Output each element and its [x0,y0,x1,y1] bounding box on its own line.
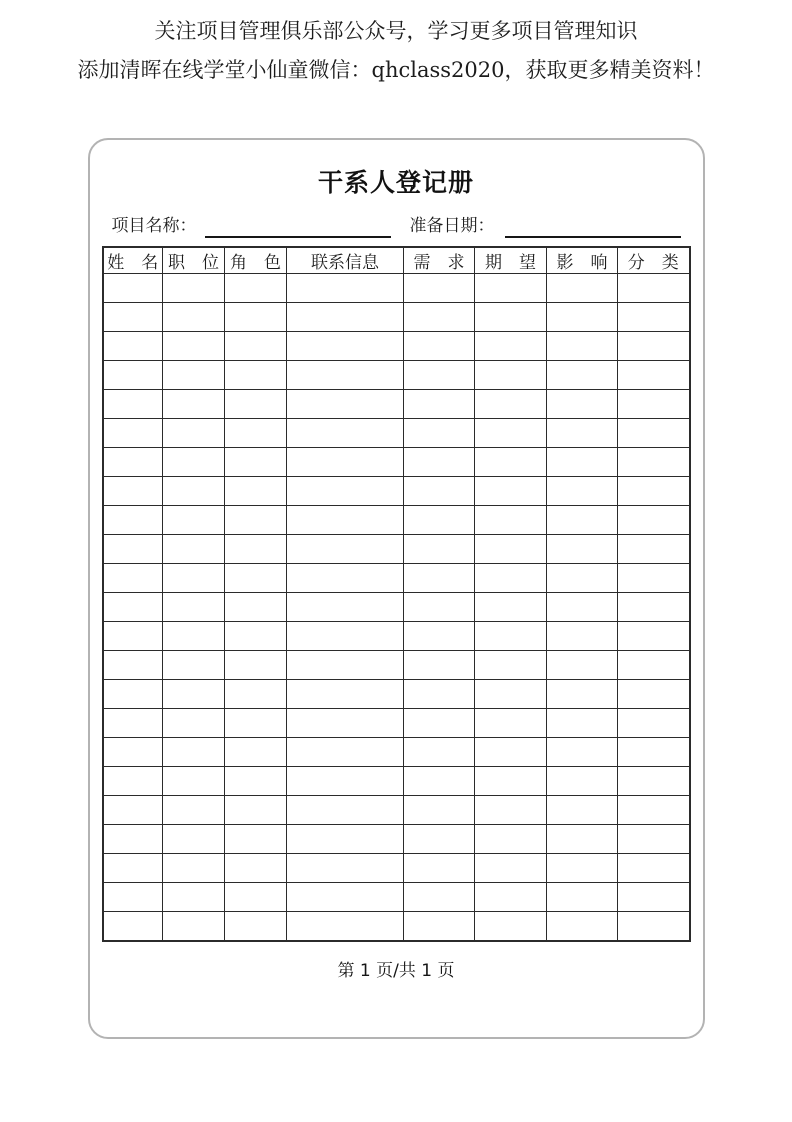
table-cell [547,883,618,912]
table-cell [618,564,690,593]
column-header-role: 角 色 [225,247,287,274]
table-cell [287,709,404,738]
table-cell [618,912,690,941]
table-cell [163,390,225,419]
table-row [103,535,690,564]
table-cell [404,796,475,825]
table-cell [103,332,163,361]
table-cell [103,274,163,303]
table-row [103,593,690,622]
table-cell [103,477,163,506]
table-cell [475,448,547,477]
table-row [103,564,690,593]
table-cell [547,854,618,883]
form-card [88,138,705,1039]
table-cell [287,796,404,825]
table-cell [163,593,225,622]
table-cell [475,419,547,448]
table-row [103,622,690,651]
table-row [103,767,690,796]
table-cell [163,361,225,390]
table-cell [618,767,690,796]
table-cell [547,593,618,622]
table-cell [475,912,547,941]
table-cell [475,738,547,767]
table-cell [547,274,618,303]
table-cell [475,709,547,738]
table-cell [163,274,225,303]
table-cell [225,825,287,854]
table-cell [287,419,404,448]
table-cell [163,477,225,506]
promo-line-1: 关注项目管理俱乐部公众号，学习更多项目管理知识 [154,19,638,43]
prepared-date-field [505,216,681,238]
table-cell [618,390,690,419]
table-cell [404,390,475,419]
table-cell [287,912,404,941]
table-cell [225,535,287,564]
table-row [103,680,690,709]
table-cell [618,303,690,332]
table-cell [103,506,163,535]
table-cell [287,332,404,361]
column-header-classification: 分 类 [618,247,690,274]
table-cell [225,274,287,303]
table-cell [225,506,287,535]
table-cell [475,593,547,622]
table-cell [618,854,690,883]
table-cell [547,332,618,361]
table-row [103,448,690,477]
table-cell [475,680,547,709]
table-cell [618,738,690,767]
table-cell [163,854,225,883]
table-cell [475,303,547,332]
table-cell [225,854,287,883]
table-row [103,477,690,506]
table-cell [547,303,618,332]
table-cell [163,448,225,477]
table-cell [163,825,225,854]
table-cell [475,477,547,506]
column-header-influence: 影 响 [547,247,618,274]
table-cell [287,303,404,332]
table-cell [404,419,475,448]
table-cell [163,680,225,709]
table-cell [163,709,225,738]
table-cell [404,854,475,883]
table-cell [547,622,618,651]
table-cell [618,883,690,912]
table-cell [475,564,547,593]
table-cell [103,390,163,419]
table-cell [287,477,404,506]
table-cell [404,535,475,564]
table-cell [163,564,225,593]
table-row [103,506,690,535]
table-cell [103,912,163,941]
table-cell [618,448,690,477]
table-cell [287,738,404,767]
table-cell [103,593,163,622]
table-cell [475,332,547,361]
column-header-expectations: 期 望 [475,247,547,274]
column-header-contact-info: 联系信息 [287,247,404,274]
table-cell [475,274,547,303]
table-row [103,303,690,332]
table-cell [225,332,287,361]
table-cell [618,796,690,825]
table-cell [163,738,225,767]
table-cell [475,535,547,564]
table-cell [618,419,690,448]
table-cell [547,477,618,506]
table-row [103,738,690,767]
table-cell [475,390,547,419]
table-cell [103,651,163,680]
table-cell [547,651,618,680]
table-row [103,651,690,680]
table-cell [618,825,690,854]
table-cell [547,680,618,709]
table-cell [225,796,287,825]
table-cell [404,477,475,506]
table-cell [163,883,225,912]
table-cell [404,303,475,332]
table-cell [475,825,547,854]
promo-line-2: 添加清晖在线学堂小仙童微信：qhclass2020，获取更多精美资料！ [77,58,715,82]
table-cell [163,332,225,361]
table-cell [287,622,404,651]
table-cell [225,303,287,332]
table-cell [475,883,547,912]
table-cell [103,825,163,854]
table-cell [287,651,404,680]
table-cell [404,506,475,535]
table-cell [547,419,618,448]
table-cell [225,477,287,506]
table-cell [163,419,225,448]
table-cell [225,448,287,477]
table-cell [287,854,404,883]
table-row [103,274,690,303]
table-cell [404,709,475,738]
table-row [103,361,690,390]
table-row [103,825,690,854]
table-cell [163,651,225,680]
table-cell [163,767,225,796]
table-cell [547,912,618,941]
table-cell [404,738,475,767]
table-cell [618,477,690,506]
table-cell [547,767,618,796]
table-cell [225,680,287,709]
table-row [103,709,690,738]
table-cell [225,593,287,622]
table-cell [103,564,163,593]
table-cell [547,535,618,564]
table-cell [163,796,225,825]
promo-banner [0,0,792,84]
table-cell [103,361,163,390]
table-cell [618,709,690,738]
table-cell [475,506,547,535]
table-cell [547,825,618,854]
table-cell [287,825,404,854]
table-cell [287,535,404,564]
table-cell [287,361,404,390]
table-cell [547,564,618,593]
table-cell [287,767,404,796]
table-cell [547,796,618,825]
table-cell [547,361,618,390]
table-row [103,912,690,941]
table-cell [404,448,475,477]
table-cell [163,303,225,332]
table-cell [287,883,404,912]
table-cell [103,738,163,767]
stakeholder-table [102,246,691,942]
table-cell [225,767,287,796]
table-row [103,883,690,912]
table-cell [618,506,690,535]
table-cell [163,912,225,941]
table-cell [404,651,475,680]
table-cell [618,622,690,651]
table-cell [103,680,163,709]
table-cell [404,622,475,651]
project-name-field [205,216,391,238]
table-cell [287,564,404,593]
page-number-footer: 第 1 页/共 1 页 [337,960,455,981]
table-cell [103,448,163,477]
table-cell [163,535,225,564]
table-cell [547,709,618,738]
table-cell [475,651,547,680]
column-header-name: 姓 名 [103,247,163,274]
table-cell [475,622,547,651]
form-title: 干系人登记册 [317,168,474,197]
table-cell [618,680,690,709]
table-cell [404,680,475,709]
table-cell [225,651,287,680]
table-row [103,390,690,419]
table-cell [103,535,163,564]
table-cell [225,390,287,419]
table-row [103,854,690,883]
table-cell [225,419,287,448]
table-cell [103,883,163,912]
table-cell [287,448,404,477]
table-cell [103,854,163,883]
table-cell [225,738,287,767]
table-cell [547,506,618,535]
table-cell [404,912,475,941]
table-cell [103,303,163,332]
table-cell [618,332,690,361]
table-cell [404,593,475,622]
table-cell [287,506,404,535]
table-cell [404,883,475,912]
table-cell [225,361,287,390]
table-cell [225,622,287,651]
table-cell [225,912,287,941]
table-row [103,332,690,361]
table-cell [404,825,475,854]
table-cell [225,709,287,738]
table-row [103,419,690,448]
table-cell [287,390,404,419]
table-cell [618,361,690,390]
table-cell [618,651,690,680]
table-cell [404,332,475,361]
table-cell [163,622,225,651]
table-cell [547,448,618,477]
table-body [103,274,690,941]
project-name-label: 项目名称： [111,216,197,236]
table-cell [547,390,618,419]
table-cell [225,883,287,912]
table-cell [618,535,690,564]
form-meta-row [112,211,681,238]
table-cell [404,564,475,593]
table-cell [547,738,618,767]
table-cell [475,796,547,825]
table-cell [475,361,547,390]
table-cell [287,593,404,622]
table-cell [618,593,690,622]
table-cell [287,680,404,709]
table-cell [103,622,163,651]
table-cell [287,274,404,303]
table-cell [163,506,225,535]
table-header-row [103,247,690,274]
table-cell [103,796,163,825]
table-cell [475,767,547,796]
prepared-date-label: 准备日期： [409,216,495,236]
table-cell [103,709,163,738]
column-header-position: 职 位 [163,247,225,274]
table-cell [475,854,547,883]
table-cell [618,274,690,303]
table-cell [404,361,475,390]
column-header-requirements: 需 求 [404,247,475,274]
table-cell [103,419,163,448]
table-cell [103,767,163,796]
table-cell [404,767,475,796]
table-row [103,796,690,825]
table-cell [225,564,287,593]
table-cell [404,274,475,303]
